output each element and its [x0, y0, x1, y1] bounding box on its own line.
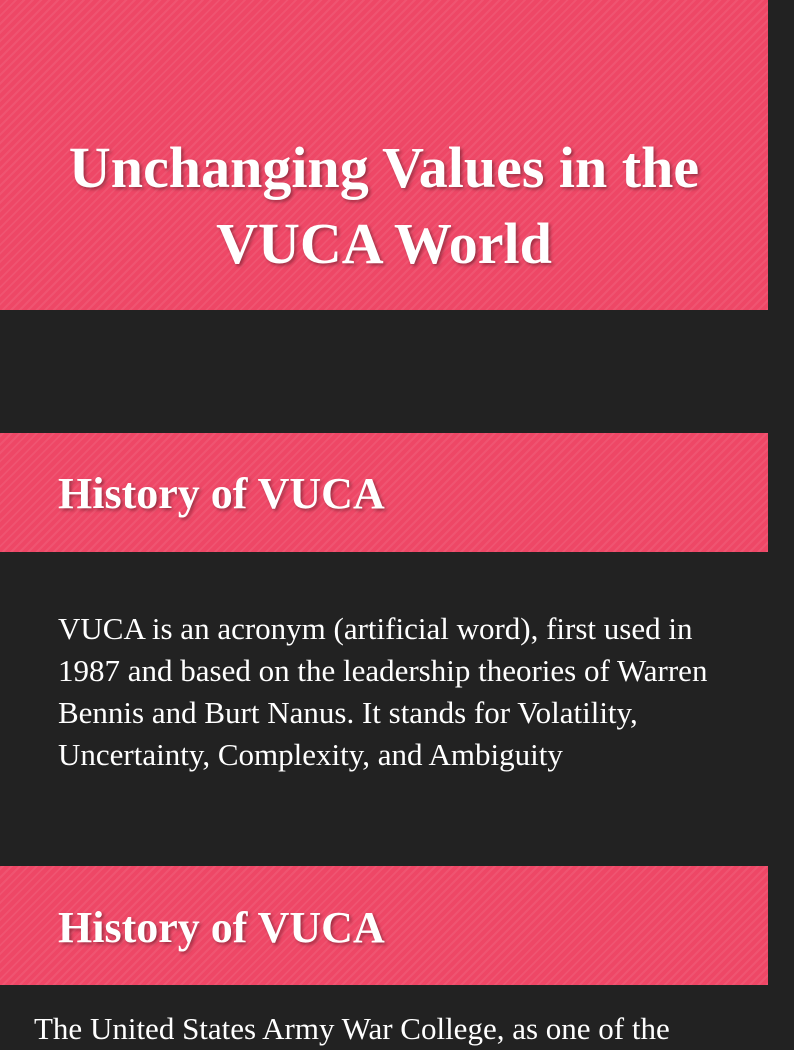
- section-heading-2: History of VUCA: [58, 903, 385, 952]
- dark-panel-1: [0, 310, 768, 433]
- section-heading-1: History of VUCA: [58, 469, 385, 518]
- slide-title: Unchanging Values in the VUCA World: [68, 135, 700, 276]
- section-body-2: The United States Army War College, as one of the: [34, 1011, 670, 1046]
- section-body-1: VUCA is an acronym (artificial word), first used in 1987 and based on the leadership theories of Warren Bennis and Burt Nanus. It stands for Volatility, Uncertainty, Complexity, and Ambiguity: [58, 611, 708, 772]
